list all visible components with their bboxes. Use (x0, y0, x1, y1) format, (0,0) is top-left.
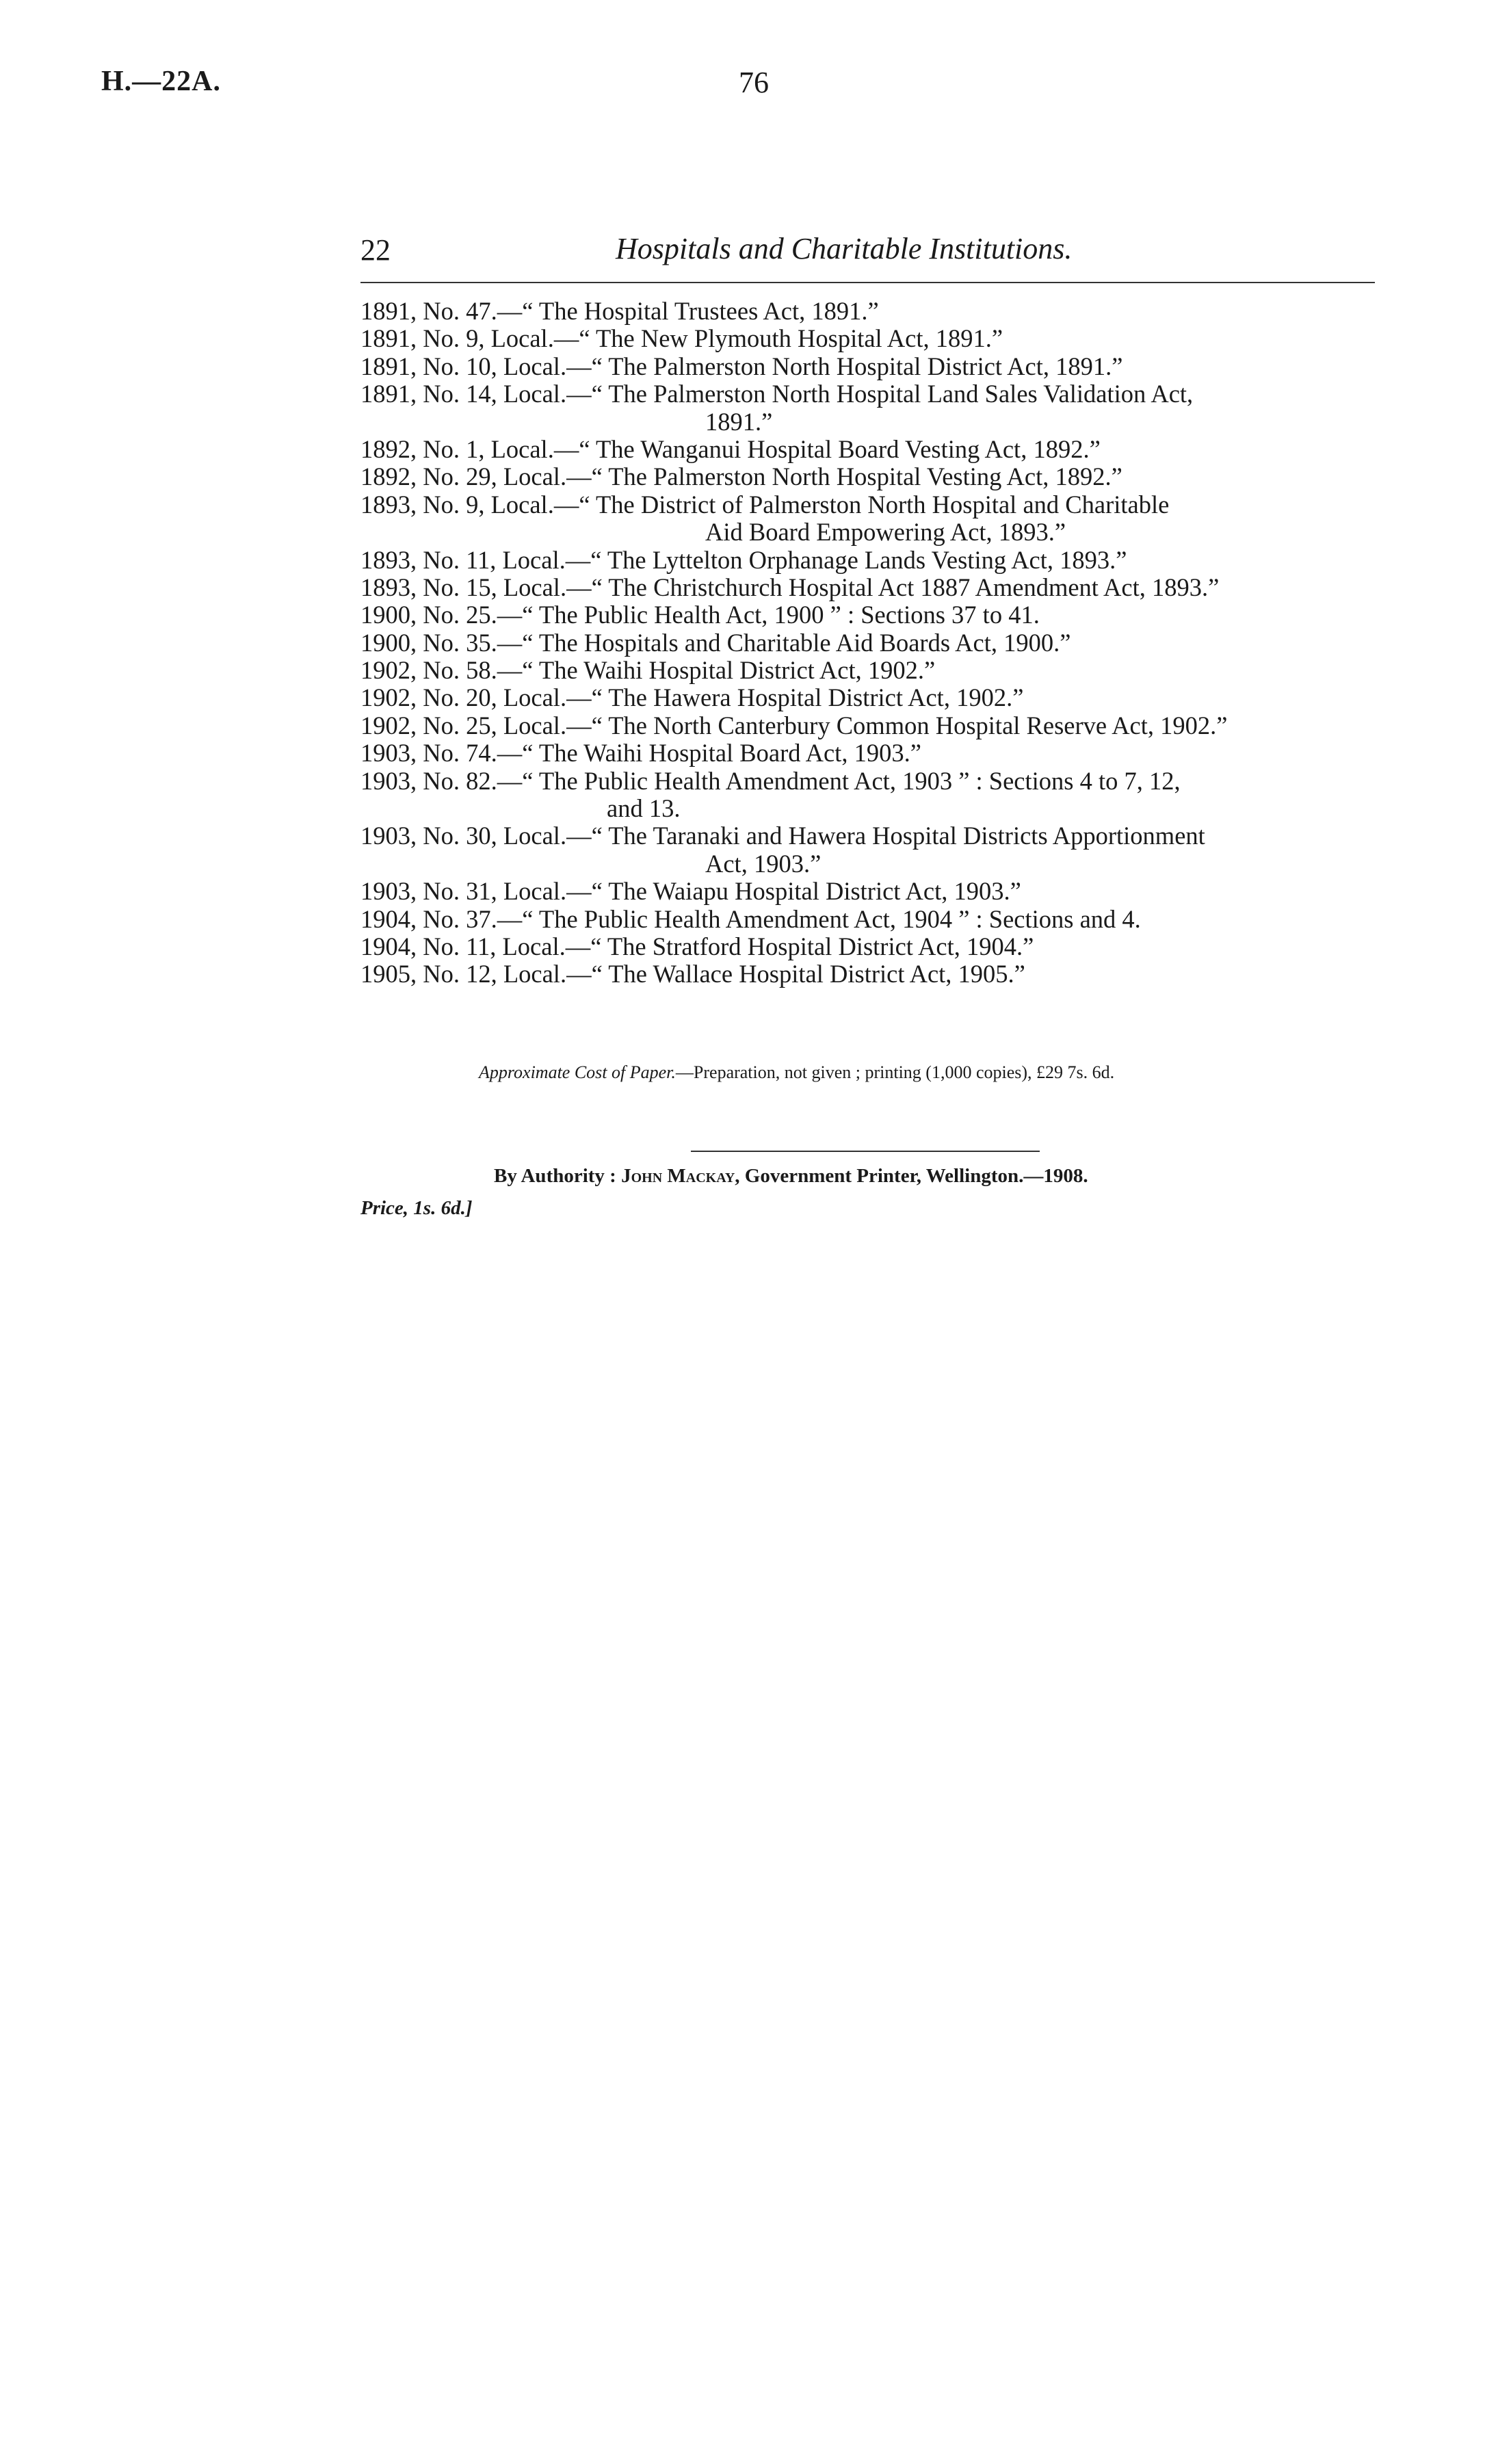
statute-title-continuation: Aid Board Empowering Act, 1893.” (705, 518, 1066, 547)
statute-list (360, 298, 1387, 988)
statute-entry (360, 657, 1387, 684)
inner-page-number: 22 (360, 233, 391, 267)
statute-ref: 1905, No. 12, Local.— (360, 960, 592, 988)
statute-entry (360, 629, 1387, 657)
statute-ref: 1891, No. 47.— (360, 297, 523, 325)
statute-ref: 1893, No. 15, Local.— (360, 573, 592, 601)
cost-text: —Preparation, not given ; printing (1,000 copies), £29 7s. 6d. (675, 1062, 1115, 1082)
statute-entry (360, 822, 1387, 850)
statute-title: “ The Waihi Hospital Board Act, 1903.” (522, 739, 921, 768)
statute-title: “ The Wanganui Hospital Board Vesting Act, 1892.” (579, 434, 1101, 463)
statute-entry (360, 768, 1387, 795)
statute-entry (360, 739, 1387, 767)
statute-entry (360, 436, 1387, 463)
statute-title: “ The Waihi Hospital District Act, 1902.” (522, 656, 936, 685)
statute-ref: 1900, No. 35.— (360, 628, 523, 657)
statute-ref: 1903, No. 31, Local.— (360, 877, 592, 906)
cost-label: Approximate Cost of Paper. (479, 1062, 676, 1082)
statute-entry (360, 712, 1387, 739)
statute-entry (360, 601, 1387, 629)
statute-title: “ The Christchurch Hospital Act 1887 Amendment Act, 1893.” (591, 573, 1220, 601)
statute-title-continuation: Act, 1903.” (705, 849, 822, 878)
statute-ref: 1902, No. 25, Local.— (360, 711, 592, 739)
statute-title: “ The Hospital Trustees Act, 1891.” (522, 297, 879, 325)
statute-title: “ The Public Health Amendment Act, 1904 ” : Sections and 4. (522, 904, 1141, 933)
statute-entry (360, 574, 1387, 601)
statute-title-continuation: 1891.” (705, 407, 773, 436)
statute-title-continuation: and 13. (607, 794, 681, 823)
statute-title: “ The Palmerston North Hospital Land Sales Validation Act, (591, 380, 1194, 408)
statute-title: “ The Stratford Hospital District Act, 1904.” (590, 932, 1034, 960)
page-number: 76 (739, 66, 769, 99)
authority-prefix: By Authority : (494, 1165, 622, 1187)
statute-entry (360, 353, 1387, 380)
statute-title: “ The North Canterbury Common Hospital Reserve Act, 1902.” (591, 711, 1228, 739)
statute-ref: 1902, No. 20, Local.— (360, 683, 592, 712)
sheet-reference: H.—22A. (101, 66, 221, 97)
page-title: Hospitals and Charitable Institutions. (616, 232, 1073, 265)
price-note: Price, 1s. 6d.] (360, 1197, 473, 1219)
statute-ref: 1902, No. 58.— (360, 656, 523, 685)
statute-entry (360, 906, 1387, 933)
statute-title: “ The District of Palmerston North Hospital and Charitable (579, 490, 1170, 519)
statute-title: “ The Public Health Amendment Act, 1903 ” : Sections 4 to 7, 12, (522, 766, 1181, 795)
statute-title: “ The Palmerston North Hospital Vesting Act, 1892.” (591, 462, 1122, 491)
statute-title: “ The New Plymouth Hospital Act, 1891.” (579, 324, 1003, 353)
statute-title: “ The Wallace Hospital District Act, 1905.” (591, 960, 1025, 988)
authority-suffix: , Government Printer, Wellington.—1908. (735, 1165, 1088, 1187)
statute-title: “ The Public Health Act, 1900 ” : Sections 37 to 41. (522, 601, 1040, 629)
statute-title: “ The Lyttelton Orphanage Lands Vesting Act, 1893.” (590, 545, 1127, 574)
authority-line (494, 1165, 1088, 1188)
statute-ref: 1892, No. 1, Local.— (360, 434, 579, 463)
statute-ref: 1904, No. 37.— (360, 904, 523, 933)
statute-ref: 1903, No. 30, Local.— (360, 822, 592, 850)
statute-ref: 1891, No. 14, Local.— (360, 380, 592, 408)
statute-entry (360, 684, 1387, 711)
statute-ref: 1891, No. 10, Local.— (360, 352, 592, 380)
header-rule (360, 282, 1375, 283)
statute-entry (360, 547, 1387, 574)
statute-ref: 1892, No. 29, Local.— (360, 462, 592, 491)
statute-entry (360, 325, 1387, 352)
statute-ref: 1891, No. 9, Local.— (360, 324, 579, 353)
printer-name: John Mackay (621, 1165, 735, 1187)
statute-title: “ The Hawera Hospital District Act, 1902.” (591, 683, 1024, 712)
statute-ref: 1903, No. 82.— (360, 766, 523, 795)
statute-ref: 1904, No. 11, Local.— (360, 932, 591, 960)
statute-entry (360, 960, 1387, 988)
statute-ref: 1903, No. 74.— (360, 739, 523, 768)
footer-rule (691, 1151, 1040, 1152)
statute-ref: 1893, No. 11, Local.— (360, 545, 591, 574)
cost-of-paper-note (479, 1062, 1114, 1083)
statute-title: “ The Waiapu Hospital District Act, 1903.” (591, 877, 1021, 906)
statute-entry (360, 878, 1387, 905)
statute-title: “ The Hospitals and Charitable Aid Boards Act, 1900.” (522, 628, 1071, 657)
statute-entry (360, 491, 1387, 519)
statute-title: “ The Taranaki and Hawera Hospital Districts Apportionment (591, 822, 1205, 850)
statute-ref: 1893, No. 9, Local.— (360, 490, 579, 519)
statute-entry (360, 463, 1387, 490)
statute-entry (360, 380, 1387, 408)
statute-entry (360, 298, 1387, 325)
statute-title: “ The Palmerston North Hospital District Act, 1891.” (591, 352, 1123, 380)
statute-ref: 1900, No. 25.— (360, 601, 523, 629)
statute-entry (360, 933, 1387, 960)
